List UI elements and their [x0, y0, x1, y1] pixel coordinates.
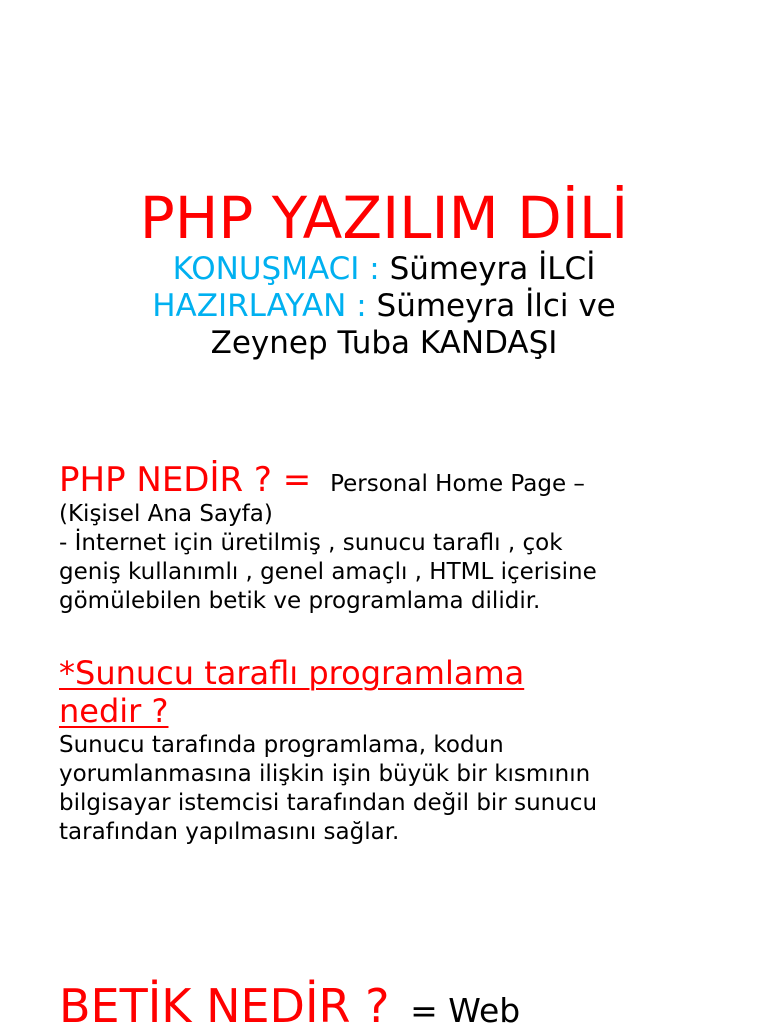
php-body-line: (Kişisel Ana Sayfa) [59, 501, 273, 527]
server-heading-line2: nedir ? [59, 692, 169, 730]
server-section-body [59, 731, 709, 847]
server-body-line: Sunucu tarafında programlama, kodun [59, 732, 504, 758]
document-title: PHP YAZILIM DİLİ [139, 184, 629, 252]
server-body-line: bilgisayar istemcisi tarafından değil bir sunucu [59, 790, 598, 816]
preparer-names-line2: Zeynep Tuba KANDAŞI [210, 325, 558, 361]
preparer-line [0, 288, 768, 325]
php-section-heading [59, 458, 709, 506]
script-section-heading [59, 978, 709, 1024]
server-section-heading [59, 654, 709, 730]
php-body-line: gömülebilen betik ve programlama dilidir. [59, 588, 541, 614]
speaker-line [0, 251, 768, 288]
preparer-names-line1: Sümeyra İlci ve [376, 288, 616, 324]
server-body-line: tarafından yapılmasını sağlar. [59, 819, 400, 845]
php-heading-text: PHP NEDİR ? = [59, 460, 312, 500]
php-heading-suffix: Personal Home Page – [330, 471, 585, 497]
server-heading-line1: *Sunucu taraflı programlama [59, 654, 525, 692]
php-body-line: geniş kullanımlı , genel amaçlı , HTML içerisine [59, 559, 597, 585]
script-heading-text: BETİK NEDİR ? [59, 979, 390, 1024]
speaker-name: Sümeyra İLCİ [389, 251, 596, 287]
php-body-line: - İnternet için üretilmiş , sunucu taraflı , çok [59, 530, 563, 556]
preparer-label: HAZIRLAYAN : [152, 288, 367, 324]
php-section-body [59, 500, 709, 616]
credits-block [0, 251, 768, 362]
speaker-label: KONUŞMACI : [172, 251, 380, 287]
server-body-line: yorumlanmasına ilişkin işin büyük bir kısmının [59, 761, 591, 787]
script-heading-suffix: = Web [410, 991, 521, 1024]
